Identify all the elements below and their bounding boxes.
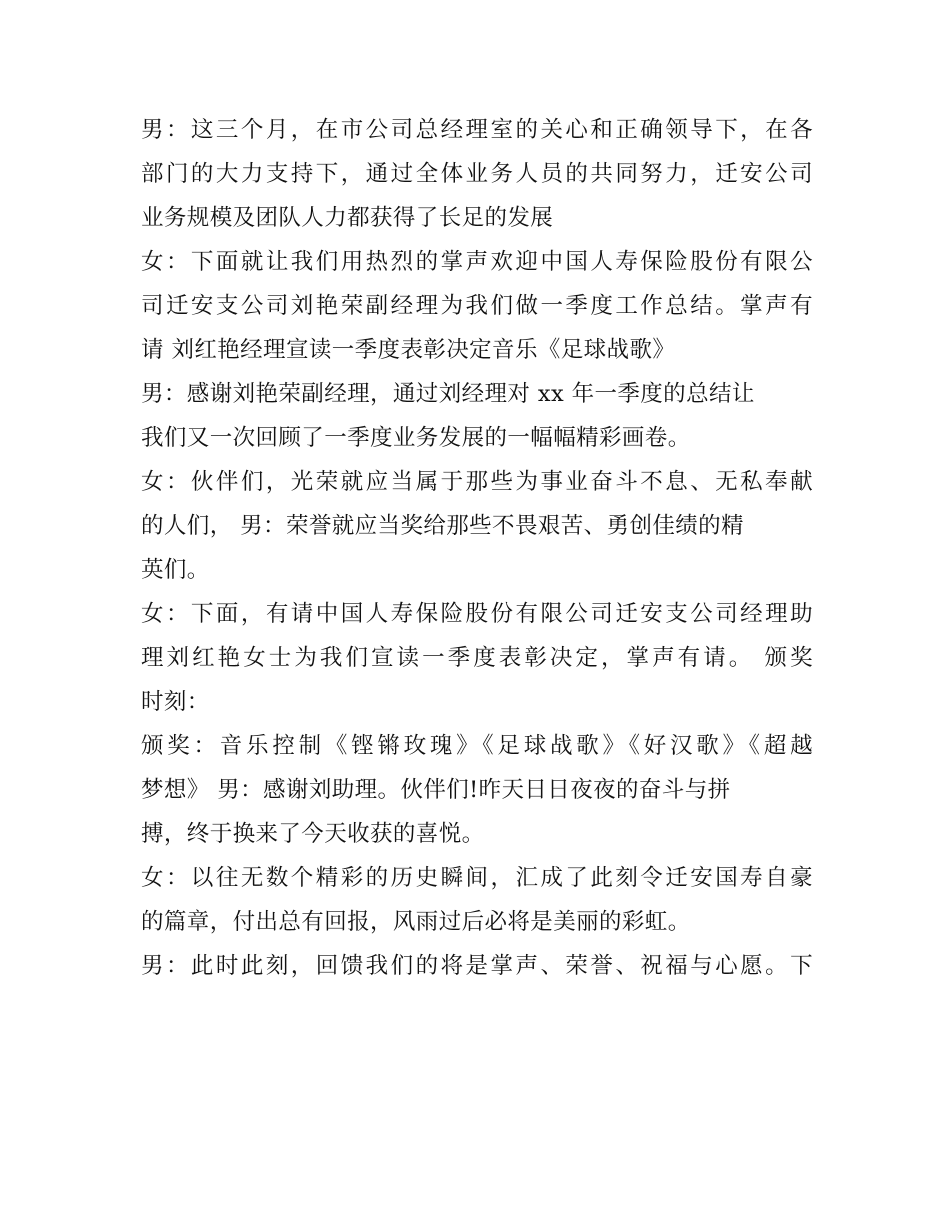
text-line: 我们又一次回顾了一季度业务发展的一幅幅精彩画卷。 [141,425,691,451]
text-line: 部门的大力支持下，通过全体业务人员的共同努力，迁安公司 [141,161,813,187]
text-line: 男：此时此刻，回馈我们的将是掌声、荣誉、祝福与心愿。下 [141,953,813,979]
text-line: 的人们， 男：荣誉就应当奖给那些不畏艰苦、勇创佳绩的精 [141,513,744,539]
paragraph-8 [141,944,813,988]
text-line: 女：以往无数个精彩的历史瞬间，汇成了此刻令迁安国寿自豪 [141,865,813,891]
text-line: 女：伙伴们，光荣就应当属于那些为事业奋斗不息、无私奉献 [141,469,813,495]
text-line: 英们。 [141,557,210,583]
text-line: 理刘红艳女士为我们宣读一季度表彰决定，掌声有请。 颁奖 [141,645,813,671]
document-body [141,108,813,988]
text-line: 女：下面就让我们用热烈的掌声欢迎中国人寿保险股份有限公 [141,249,813,275]
text-line: 颁奖：音乐控制《铿锵玫瑰》《足球战歌》《好汉歌》《超越 [141,733,813,759]
paragraph-7 [141,856,813,944]
paragraph-4 [141,460,813,592]
paragraph-1 [141,108,813,240]
text-line: 搏，终于换来了今天收获的喜悦。 [141,821,485,847]
paragraph-2 [141,240,813,372]
text-line: 女：下面，有请中国人寿保险股份有限公司迁安支公司经理助 [141,601,813,627]
text-line: 男：感谢刘艳荣副经理，通过刘经理对 xx 年一季度的总结让 [141,381,755,407]
paragraph-5 [141,592,813,724]
text-line: 梦想》 男：感谢刘助理。伙伴们!昨天日日夜夜的奋斗与拼 [141,777,731,803]
text-line: 请 刘红艳经理宣读一季度表彰决定音乐《足球战歌》 [141,337,676,363]
text-line: 司迁安支公司刘艳荣副经理为我们做一季度工作总结。掌声有 [141,293,813,319]
paragraph-3 [141,372,813,460]
text-line: 的篇章，付出总有回报，风雨过后必将是美丽的彩虹。 [141,909,691,935]
text-line: 男：这三个月，在市公司总经理室的关心和正确领导下，在各 [141,117,813,143]
text-line: 时刻： [141,689,210,715]
text-line: 业务规模及团队人力都获得了长足的发展 [141,205,554,231]
paragraph-6 [141,724,813,856]
